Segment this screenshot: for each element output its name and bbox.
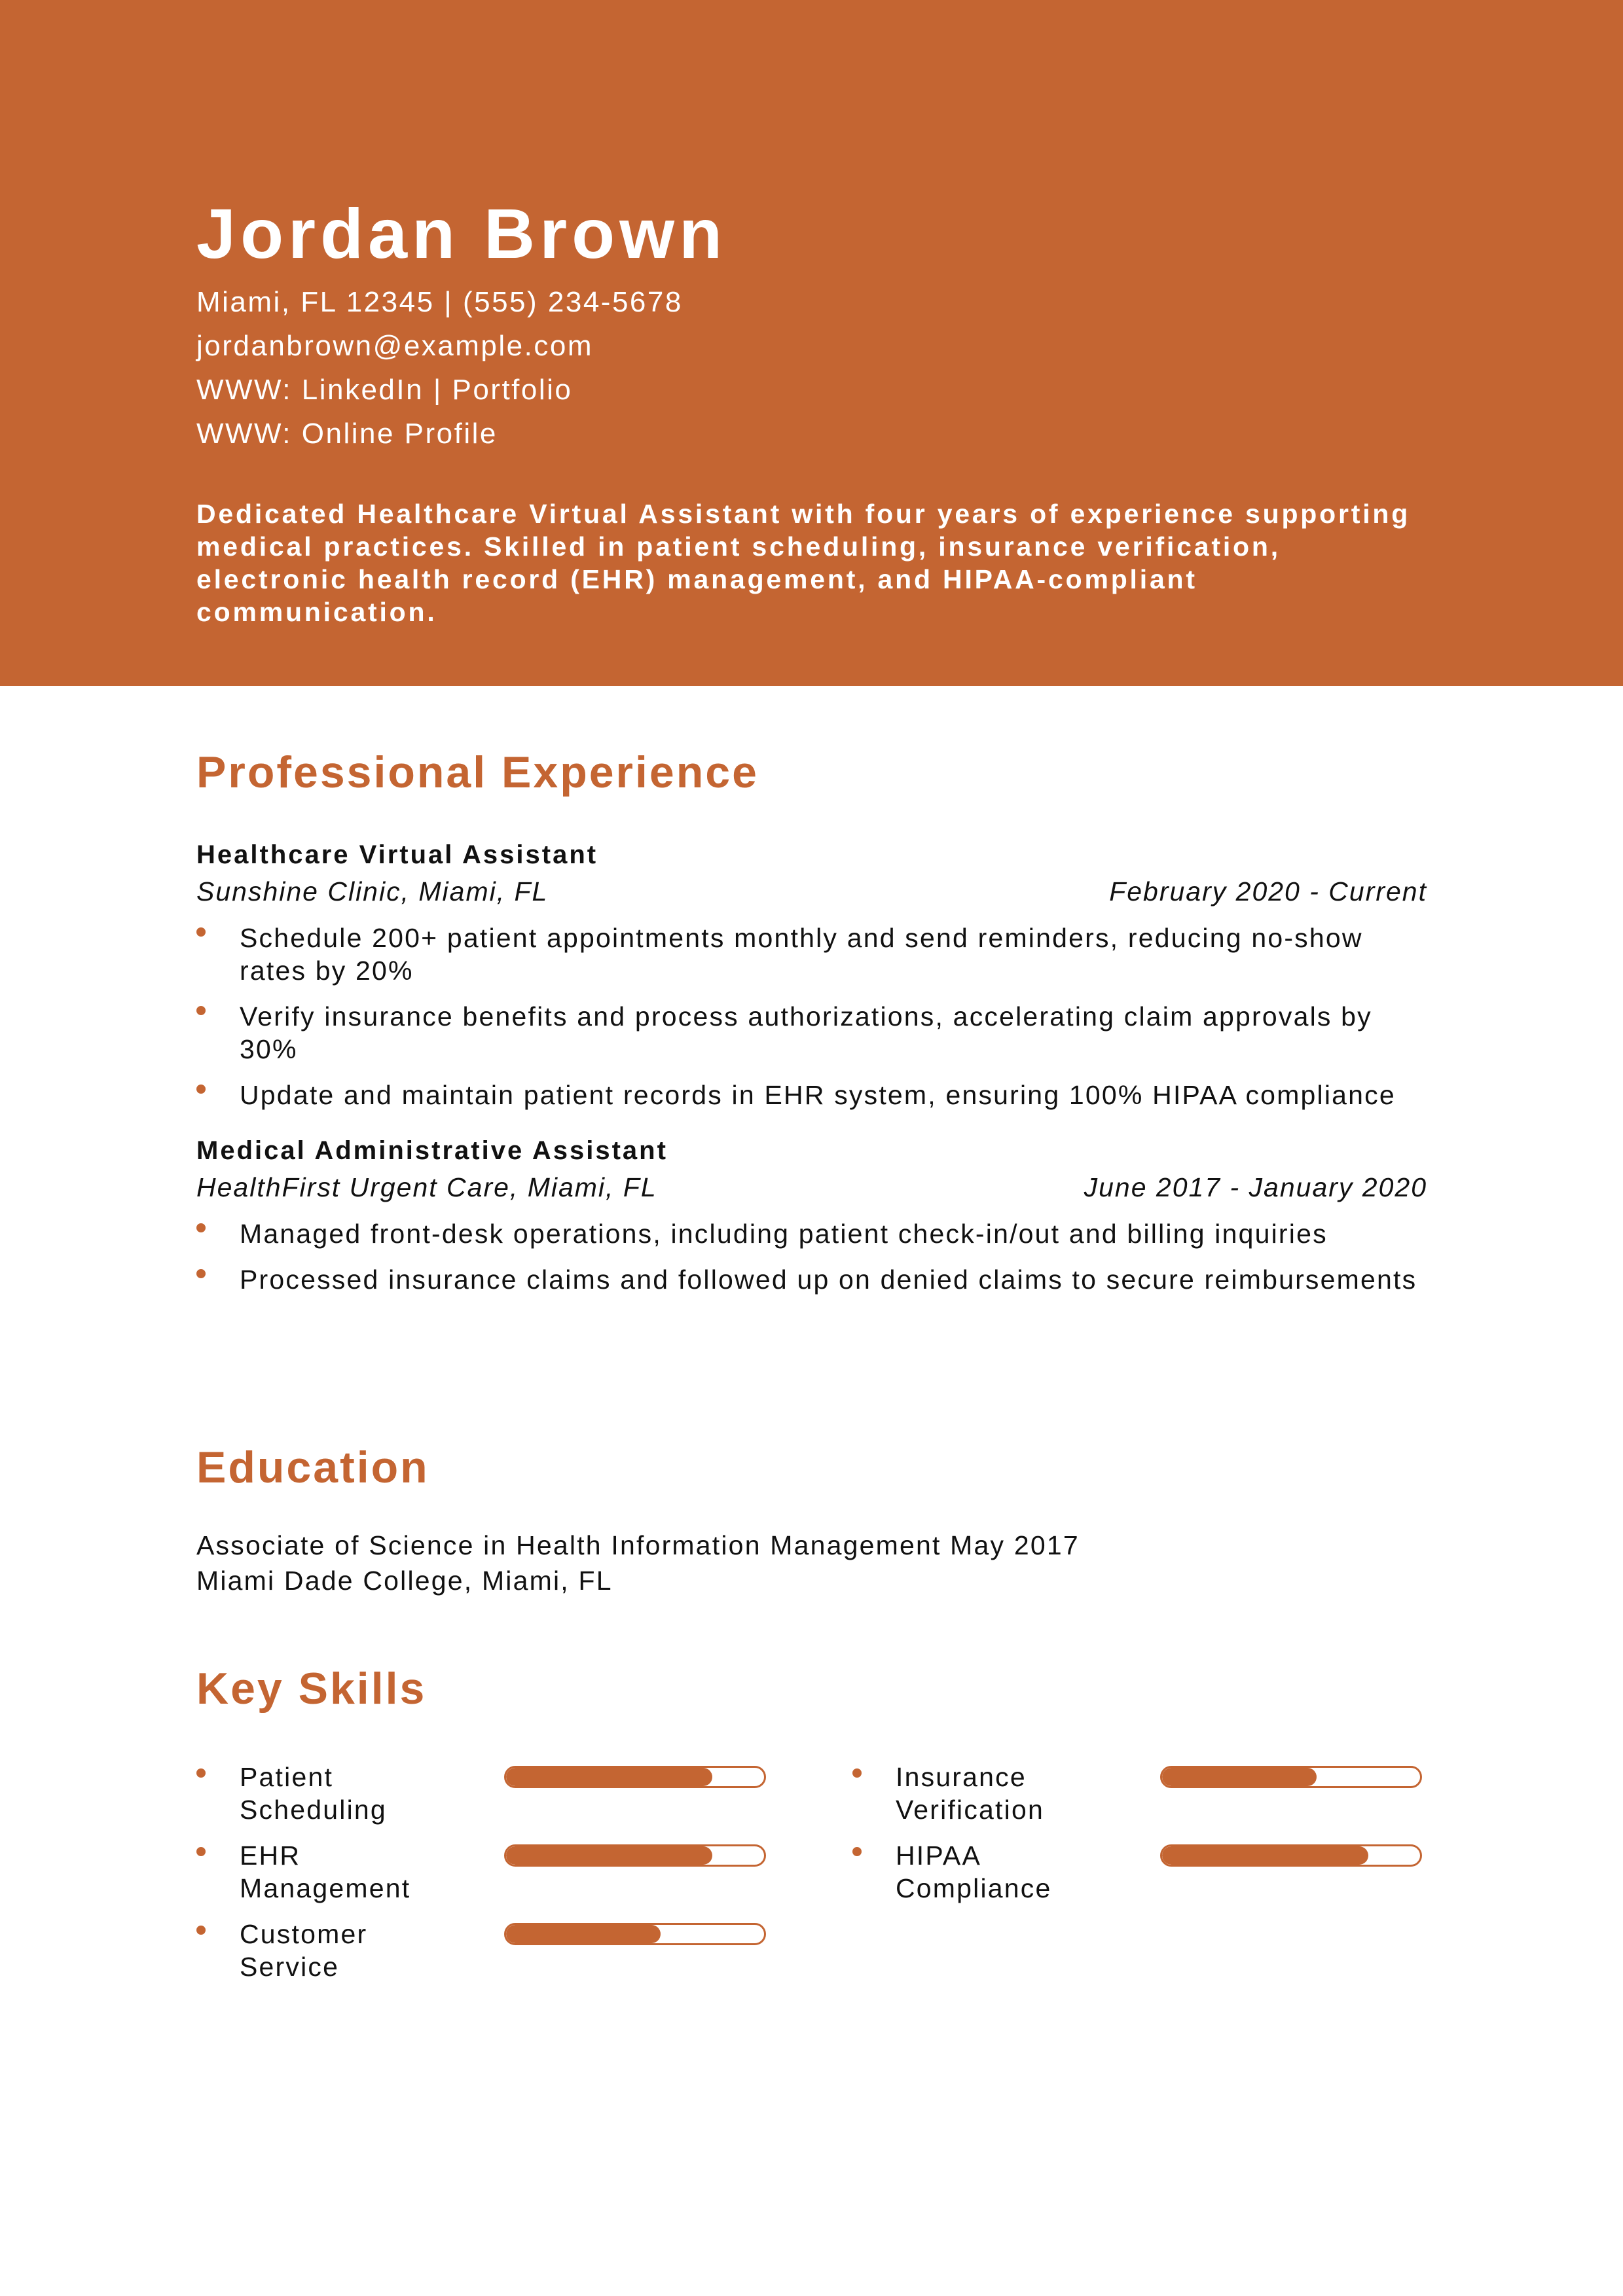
skill-bar <box>1160 1766 1422 1788</box>
skill-bar <box>1160 1844 1422 1867</box>
skill-bar-fill <box>506 1846 712 1865</box>
skill-label: HIPAA Compliance <box>896 1840 1052 1903</box>
job-bullets <box>196 1217 1427 1296</box>
location-phone: Miami, FL 12345 | (555) 234-5678 <box>196 286 683 318</box>
skill-bar <box>504 1766 766 1788</box>
job-bullets <box>196 922 1427 1111</box>
bullet-icon <box>196 1085 206 1094</box>
bullet-text: Processed insurance claims and followed up on denied claims to secure reimbursements <box>240 1265 1417 1295</box>
list-item <box>196 1000 1427 1066</box>
skill-item <box>852 1839 1468 1911</box>
job-company: HealthFirst Urgent Care, Miami, FL <box>196 1172 657 1202</box>
list-item <box>196 1217 1427 1250</box>
bullet-text: Schedule 200+ patient appointments monthly and send reminders, reducing no-show rates by 20% <box>240 923 1363 986</box>
skill-label: EHR Management <box>240 1840 411 1903</box>
job-title: Medical Administrative Assistant <box>196 1136 668 1165</box>
skill-bar-fill <box>506 1925 661 1943</box>
education-section <box>196 1441 1427 1598</box>
skill-item <box>852 1761 1468 1833</box>
skill-bar <box>504 1923 766 1945</box>
job-meta <box>196 1169 1427 1206</box>
bullet-icon <box>196 927 206 937</box>
candidate-name: Jordan Brown <box>196 194 727 273</box>
bullet-icon <box>196 1223 206 1232</box>
degree-line: Associate of Science in Health Information Management May 2017 <box>196 1530 1080 1560</box>
experience-section <box>196 746 1427 1296</box>
job-title: Healthcare Virtual Assistant <box>196 840 598 869</box>
skill-label: Customer Service <box>240 1919 368 1982</box>
bullet-icon <box>196 1847 206 1856</box>
job-entry <box>196 1132 1427 1296</box>
section-title-education: Education <box>196 1443 429 1492</box>
job-dates: February 2020 - Current <box>1109 876 1427 906</box>
school-line: Miami Dade College, Miami, FL <box>196 1566 613 1596</box>
email[interactable]: jordanbrown@example.com <box>196 330 593 362</box>
bullet-icon <box>196 1768 206 1778</box>
list-item <box>196 922 1427 987</box>
list-item <box>196 1263 1427 1296</box>
bullet-text: Verify insurance benefits and process authorizations, accelerating claim approvals by 30% <box>240 1001 1372 1064</box>
skill-label: Insurance Verification <box>896 1762 1044 1825</box>
contact-block <box>196 280 1427 456</box>
bullet-icon <box>196 1269 206 1278</box>
bullet-icon <box>196 1926 206 1935</box>
links[interactable]: WWW: LinkedIn | Portfolio <box>196 374 573 406</box>
education-entry <box>196 1528 1427 1598</box>
skill-item <box>196 1761 812 1833</box>
job-company: Sunshine Clinic, Miami, FL <box>196 876 549 906</box>
bullet-icon <box>852 1768 862 1778</box>
bullet-text: Update and maintain patient records in EHR system, ensuring 100% HIPAA compliance <box>240 1080 1396 1110</box>
bullet-icon <box>852 1847 862 1856</box>
skills-section <box>196 1662 1427 2003</box>
skill-bar-fill <box>1162 1846 1368 1865</box>
list-item <box>196 1079 1427 1111</box>
skill-bar-fill <box>506 1768 712 1786</box>
bullet-icon <box>196 1006 206 1015</box>
job-meta <box>196 873 1427 910</box>
job-entry <box>196 836 1427 1111</box>
skill-bar <box>504 1844 766 1867</box>
header-content <box>196 191 1427 628</box>
skill-item <box>196 1918 812 1990</box>
section-title-skills: Key Skills <box>196 1664 427 1713</box>
section-title-experience: Professional Experience <box>196 747 759 797</box>
summary: Dedicated Healthcare Virtual Assistant with four years of experience supporting medical practices. Skilled in patient scheduling, insurance verification, electronic health record (EHR) management, and HIPAA-compliant communication. <box>196 499 1411 627</box>
header-band <box>0 0 1623 686</box>
bullet-text: Managed front-desk operations, including patient check-in/out and billing inquiries <box>240 1219 1328 1249</box>
skill-item <box>196 1839 812 1911</box>
skill-bar-fill <box>1162 1768 1317 1786</box>
online-profile[interactable]: WWW: Online Profile <box>196 418 498 450</box>
skill-label: Patient Scheduling <box>240 1762 387 1825</box>
job-dates: June 2017 - January 2020 <box>1084 1172 1427 1202</box>
